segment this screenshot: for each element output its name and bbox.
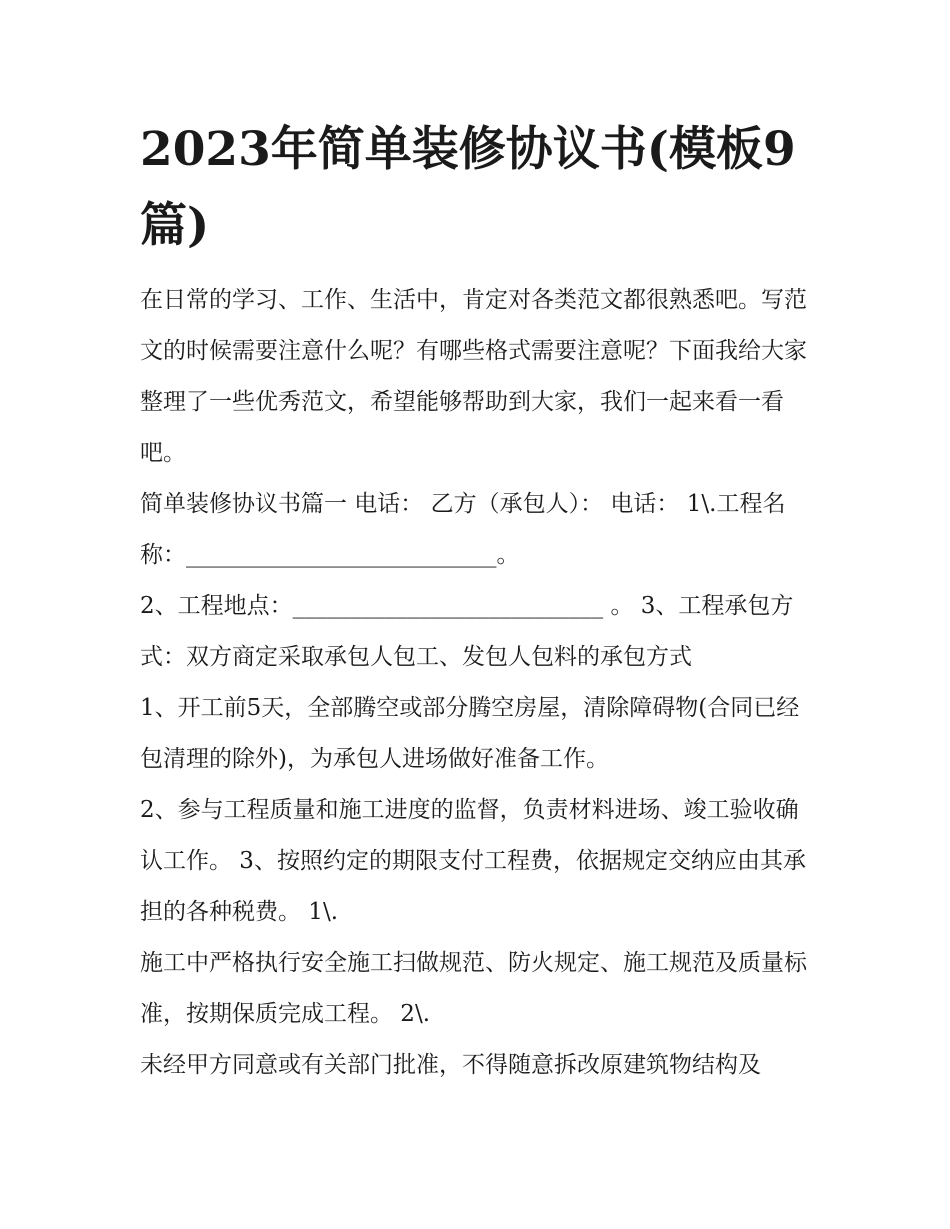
document-body — [140, 275, 820, 1091]
paragraph-clause-2: 2、参与工程质量和施工进度的监督，负责材料进场、竣工验收确认工作。 3、按照约定的期限支付工程费，依据规定交纳应由其承担的各种税费。 1\. — [140, 797, 806, 925]
document-title: 2023年简单装修协议书(模板9篇) — [140, 122, 796, 253]
paragraph-structure: 未经甲方同意或有关部门批准，不得随意拆改原建筑物结构及 — [140, 1052, 761, 1078]
paragraph-project-location: 2、工程地点：___________________________ 。 3、工程承包方式：双方商定采取承包人包工、发包人包料的承包方式 — [140, 593, 794, 670]
paragraph-contract-header: 简单装修协议书篇一 电话： 乙方（承包人）： 电话： 1\.工程名称：___________________________。 — [140, 491, 786, 568]
paragraph-intro: 在日常的学习、工作、生活中，肯定对各类范文都很熟悉吧。写范文的时候需要注意什么呢？有哪些格式需要注意呢？下面我给大家整理了一些优秀范文，希望能够帮助到大家，我们一起来看一看吧。 — [140, 287, 807, 466]
paragraph-clause-1: 1、开工前5天，全部腾空或部分腾空房屋，清除障碍物(合同已经包清理的除外)，为承包人进场做好准备工作。 — [140, 695, 800, 772]
paragraph-safety: 施工中严格执行安全施工扫做规范、防火规定、施工规范及质量标准，按期保质完成工程。 2\. — [140, 950, 807, 1027]
